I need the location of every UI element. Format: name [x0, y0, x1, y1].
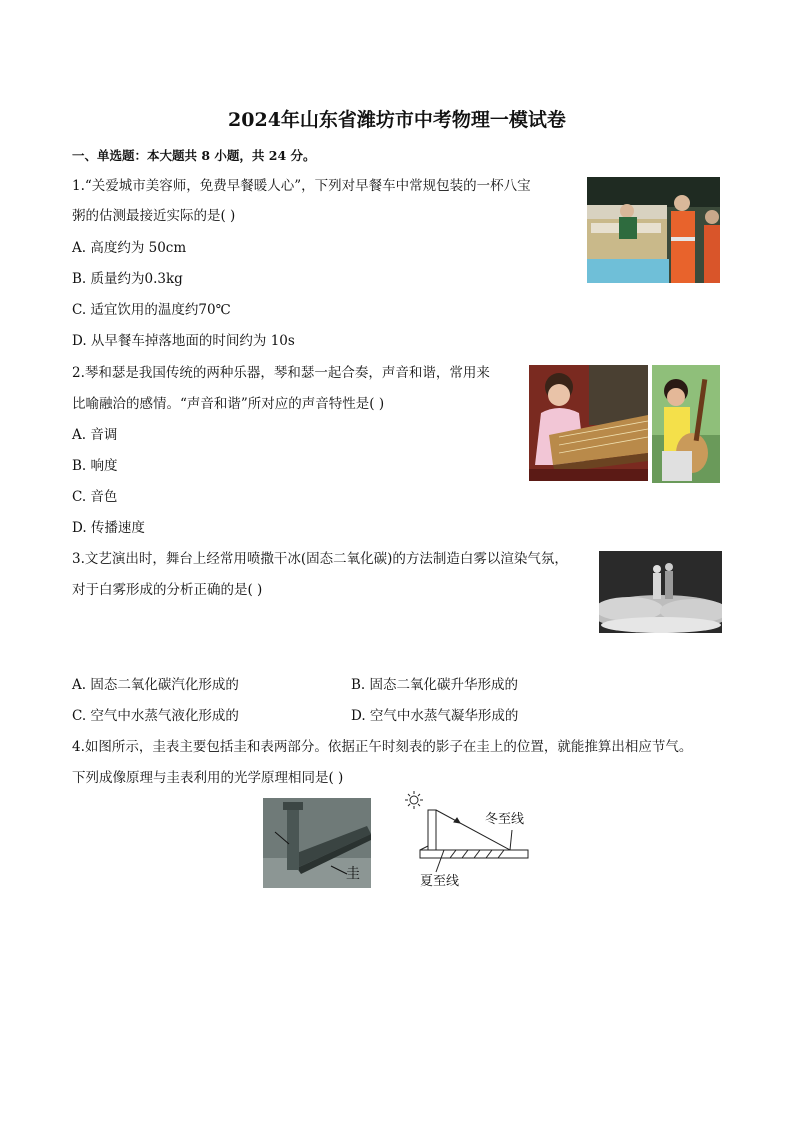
q1-option-c: C. 适宜饮用的温度约70℃ — [72, 302, 231, 318]
q4-stem-line2: 下列成像原理与圭表利用的光学原理相同是( ) — [72, 770, 344, 786]
stage-fog-photo — [599, 551, 722, 633]
q1-stem-line2: 粥的估测最接近实际的是( ) — [72, 208, 236, 224]
page-title: 2024年山东省潍坊市中考物理一模试卷 — [228, 109, 566, 131]
gui-label: 圭 — [346, 866, 360, 882]
guzheng-girl-photo — [529, 365, 648, 481]
q1-option-b: B. 质量约为0.3kg — [72, 271, 183, 287]
q3-stem-line2: 对于白雾形成的分析正确的是( ) — [72, 582, 263, 598]
q1-stem-line1: 1.“关爱城市美容师，免费早餐暖人心”，下列对早餐车中常规包装的一杯八宝 — [72, 178, 531, 194]
q4-stem-line1: 4.如图所示，圭表主要包括圭和表两部分。依据正午时刻表的影子在圭上的位置，就能推算出相应节气。 — [72, 739, 693, 755]
q2-option-d: D. 传播速度 — [72, 520, 145, 536]
summer-solstice-label: 夏至线 — [420, 874, 460, 889]
q3-option-b: B. 固态二氧化碳升华形成的 — [351, 677, 519, 693]
q1-option-a: A. 高度约为 50cm — [72, 240, 187, 256]
q1-option-d: D. 从早餐车掉落地面的时间约为 10s — [72, 333, 295, 349]
q3-option-a: A. 固态二氧化碳汽化形成的 — [72, 677, 239, 693]
q2-option-a: A. 音调 — [72, 427, 118, 443]
q3-stem-line1: 3.文艺演出时，舞台上经常用喷撒干冰(固态二氧化碳)的方法制造白雾以渲染气氛， — [72, 551, 568, 567]
winter-solstice-label: 冬至线 — [485, 812, 525, 827]
q2-option-c: C. 音色 — [72, 489, 118, 505]
q2-stem-line1: 2.琴和瑟是我国传统的两种乐器，琴和瑟一起合奏，声音和谐，常用来 — [72, 365, 490, 381]
q2-option-b: B. 响度 — [72, 458, 118, 474]
section-header: 一、单选题：本大题共 8 小题，共 24 分。 — [72, 148, 316, 163]
q3-option-c: C. 空气中水蒸气液化形成的 — [72, 708, 239, 724]
pipa-player-photo — [652, 365, 720, 483]
q3-option-d: D. 空气中水蒸气凝华形成的 — [351, 708, 519, 724]
q2-stem-line2: 比喻融洽的感情。“声音和谐”所对应的声音特性是( ) — [72, 396, 385, 412]
breakfast-cart-photo — [587, 177, 720, 283]
